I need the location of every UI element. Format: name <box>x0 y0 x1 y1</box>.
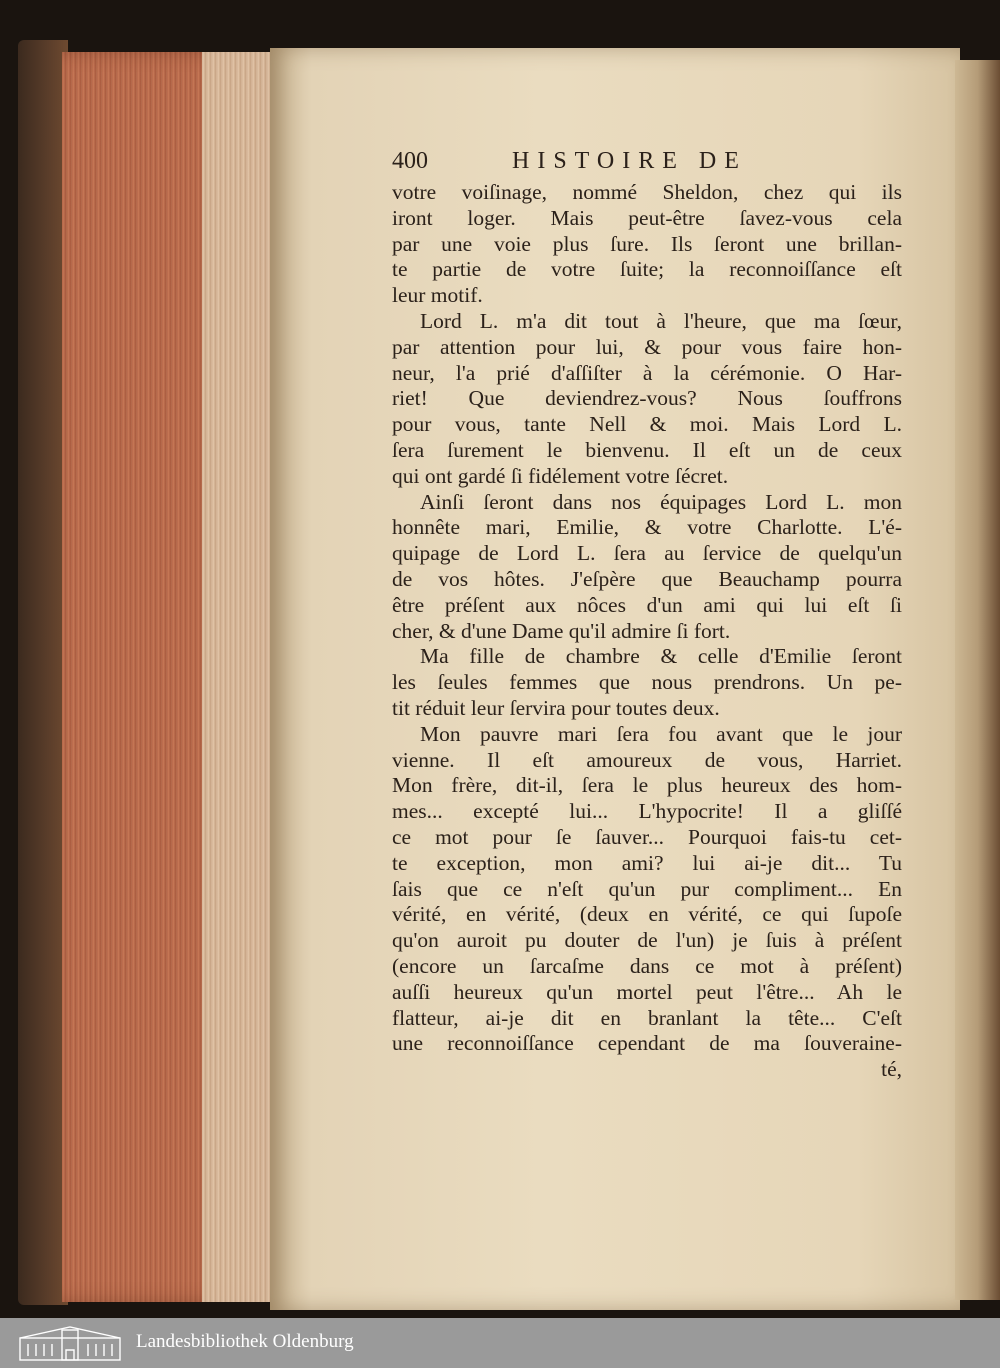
text-line: mes... excepté lui... L'hypocrite! Il a gliſſé <box>392 799 902 824</box>
text-line: riet! Que deviendrez-vous? Nous ſouffrons <box>392 386 902 411</box>
text-line: qui ont gardé ſi fidélement votre ſécret. <box>392 463 729 488</box>
running-title: HISTOIRE DE <box>512 148 747 174</box>
text-line: ſais que ce n'eſt qu'un pur compliment... En <box>392 876 902 901</box>
text-line: (encore un ſarcaſme dans ce mot à préſent) <box>392 953 902 978</box>
text-line: te exception, mon ami? lui ai-je dit... Tu <box>392 850 902 875</box>
library-footer <box>0 1318 1000 1368</box>
text-line: neur, l'a prié d'aſſiſter à la cérémonie. O Har- <box>392 360 902 385</box>
facing-page-edge <box>955 60 1000 1300</box>
text-line: par attention pour lui, & pour vous faire hon- <box>392 334 902 359</box>
text-line: les ſeules femmes que nous prendrons. Un pe- <box>392 670 902 695</box>
text-line: flatteur, ai-je dit en branlant la tête... C'eſt <box>392 1005 902 1030</box>
text-line: Ainſi ſeront dans nos équipages Lord L. mon <box>420 489 902 514</box>
text-line: vienne. Il eſt amoureux de vous, Harriet. <box>392 747 902 772</box>
page-number: 400 <box>392 148 428 174</box>
text-line: Mon frère, dit-il, ſera le plus heureux des hom- <box>392 773 902 798</box>
text-line: te partie de votre ſuite; la reconnoiſſance eſt <box>392 257 902 282</box>
text-line: quipage de Lord L. ſera au ſervice de quelqu'un <box>392 541 902 566</box>
text-line: Mon pauvre mari ſera fou avant que le jour <box>420 721 902 746</box>
text-line: iront loger. Mais peut-être ſavez-vous cela <box>392 205 902 230</box>
text-line: honnête mari, Emilie, & votre Charlotte. L'é- <box>392 515 902 540</box>
text-line: pour vous, tante Nell & moi. Mais Lord L. <box>392 412 902 437</box>
text-line: ce mot pour ſe ſauver... Pourquoi fais-tu cet- <box>392 824 902 849</box>
page-header <box>392 148 902 180</box>
catchword: té, <box>881 1057 902 1082</box>
library-name: Landesbibliothek Oldenburg <box>136 1331 354 1352</box>
text-line: leur motif. <box>392 283 483 308</box>
text-line: Lord L. m'a dit tout à l'heure, que ma ſœur, <box>420 308 902 333</box>
library-building-icon <box>16 1324 124 1362</box>
page-stack-edge <box>62 52 277 1302</box>
text-line: ſera ſurement le bienvenu. Il eſt un de ceux <box>392 437 902 462</box>
text-line: vérité, en vérité, (deux en vérité, ce qui ſupoſe <box>392 902 902 927</box>
text-line: votre voiſinage, nommé Sheldon, chez qui ils <box>392 180 902 204</box>
text-line: auſſi heureux qu'un mortel peut l'être... Ah le <box>392 979 902 1004</box>
book-cover-edge <box>18 40 68 1305</box>
text-line: qu'on auroit pu douter de l'un) je ſuis à préſent <box>392 928 902 953</box>
text-line: par une voie plus ſure. Ils ſeront une brillan- <box>392 231 902 256</box>
text-line: cher, & d'une Dame qu'il admire ſi fort. <box>392 618 731 643</box>
text-line: être préſent aux nôces d'un ami qui lui eſt ſi <box>392 592 902 617</box>
text-line: de vos hôtes. J'eſpère que Beauchamp pourra <box>392 566 902 591</box>
text-line: une reconnoiſſance cependant de ma ſouveraine- <box>392 1031 902 1056</box>
text-line: tit réduit leur ſervira pour toutes deux. <box>392 695 720 720</box>
page-text <box>392 148 902 1083</box>
text-line: Ma fille de chambre & celle d'Emilie ſeront <box>420 644 902 669</box>
